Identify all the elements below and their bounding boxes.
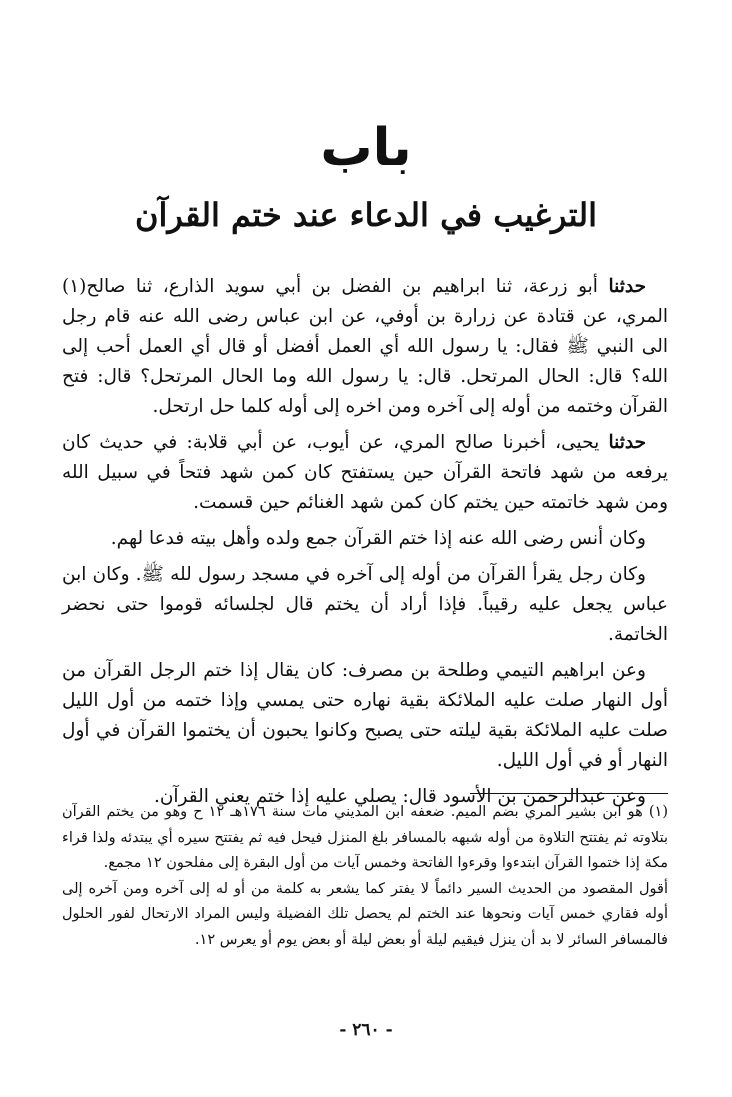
paragraph-lead: حدثنا (608, 432, 646, 453)
paragraph-5 (62, 656, 668, 776)
paragraph-2 (62, 428, 668, 518)
chapter-heading: باب (320, 118, 412, 178)
paragraph-text: وعن عبدالرحمن بن الأسود قال: يصلي عليه إذا ختم يعني القرآن. (153, 786, 646, 807)
paragraph-3 (62, 524, 668, 554)
footnote-1: (١) هو ابن بشير المري بضم الميم. ضعفه ابن المديني مات سنة ١٧٦هـ ١٢ ح وهو من يختم القرآن بتلاوته ثم يفتتح التلاوة من أوله شبهه بالمسافر بلغ المنزل فيحل فيه ثم يفتتح سيره أي يبتدئه ولذا قراء مكة إذا ختموا القرآن ابتدءوا وقرءوا الفاتحة وخمس آيات من أول البقرة إلى مفلحون ١٢ مجمع. (62, 804, 668, 871)
paragraph-4 (62, 560, 668, 650)
page-number: - ٢٦٠ - (339, 1020, 393, 1040)
footnote-2: أقول المقصود من الحديث السير دائماً لا يفتر كما يشعر به كلمة من أو له إلى آخره ومن آخره إلى أوله فقاري خمس آيات ونحوها عند الختم لم يحصل تلك الفضيلة وليس المراد الارتحال لفور الحلول فالمسافر السائر لا بد أن ينزل فيقيم ليلة أو بعض ليلة أو بعض يوم أو يعرس ١٢. (62, 880, 668, 948)
paragraph-text: وعن ابراهيم التيمي وطلحة بن مصرف: كان يقال إذا ختم الرجل القرآن من أول النهار صلت عليه الملائكة بقية نهاره حتى يمسي وإذا ختمه من أول الليل صلت عليه الملائكة بقية ليلته حتى يصبح وكانوا يحبون أن يختموا القرآن في أول النهار أو في أول الليل. (62, 660, 668, 771)
footnote-divider (470, 793, 668, 794)
paragraph-text: وكان أنس رضى الله عنه إذا ختم القرآن جمع ولده وأهل بيته فدعا لهم. (110, 528, 646, 549)
paragraph-text: وكان رجل يقرأ القرآن من أوله إلى آخره في مسجد رسول لله ﷺ. وكان ابن عباس يجعل عليه رقيباً. فإذا أراد أن يختم قال لجلسائه قوموا حتى نحضر الخاتمة. (62, 564, 668, 645)
chapter-subtitle: الترغيب في الدعاء عند ختم القرآن (135, 196, 597, 234)
paragraph-text: يحيى، أخبرنا صالح المري، عن أيوب، عن أبي قلابة: في حديث كان يرفعه من شهد فاتحة القرآن حين يستفتح كان كمن شهد فتحاً في سبيل الله ومن شهد خاتمته حين يختم كان كمن شهد الغنائم حين قسمت. (62, 432, 668, 513)
paragraph-lead: حدثنا (608, 276, 646, 297)
paragraph-text: أبو زرعة، ثنا ابراهيم بن الفضل بن أبي سويد الذارع، ثنا صالح(١) المري، عن قتادة عن زرارة بن أوفي، عن ابن عباس رضى الله عنه قام رجل الى النبي ﷺ فقال: يا رسول الله أي العمل أفضل أو قال أي العمل أحب إلى الله؟ قال: الحال المرتحل. قال: يا رسول الله وما الحال المرتحل؟ قال: فتح القرآن وختمه من أوله إلى آخره ومن اخره إلى أوله كلما حل ارتحل. (62, 276, 668, 417)
footnotes (62, 800, 668, 953)
main-text (62, 272, 668, 818)
paragraph-1 (62, 272, 668, 422)
